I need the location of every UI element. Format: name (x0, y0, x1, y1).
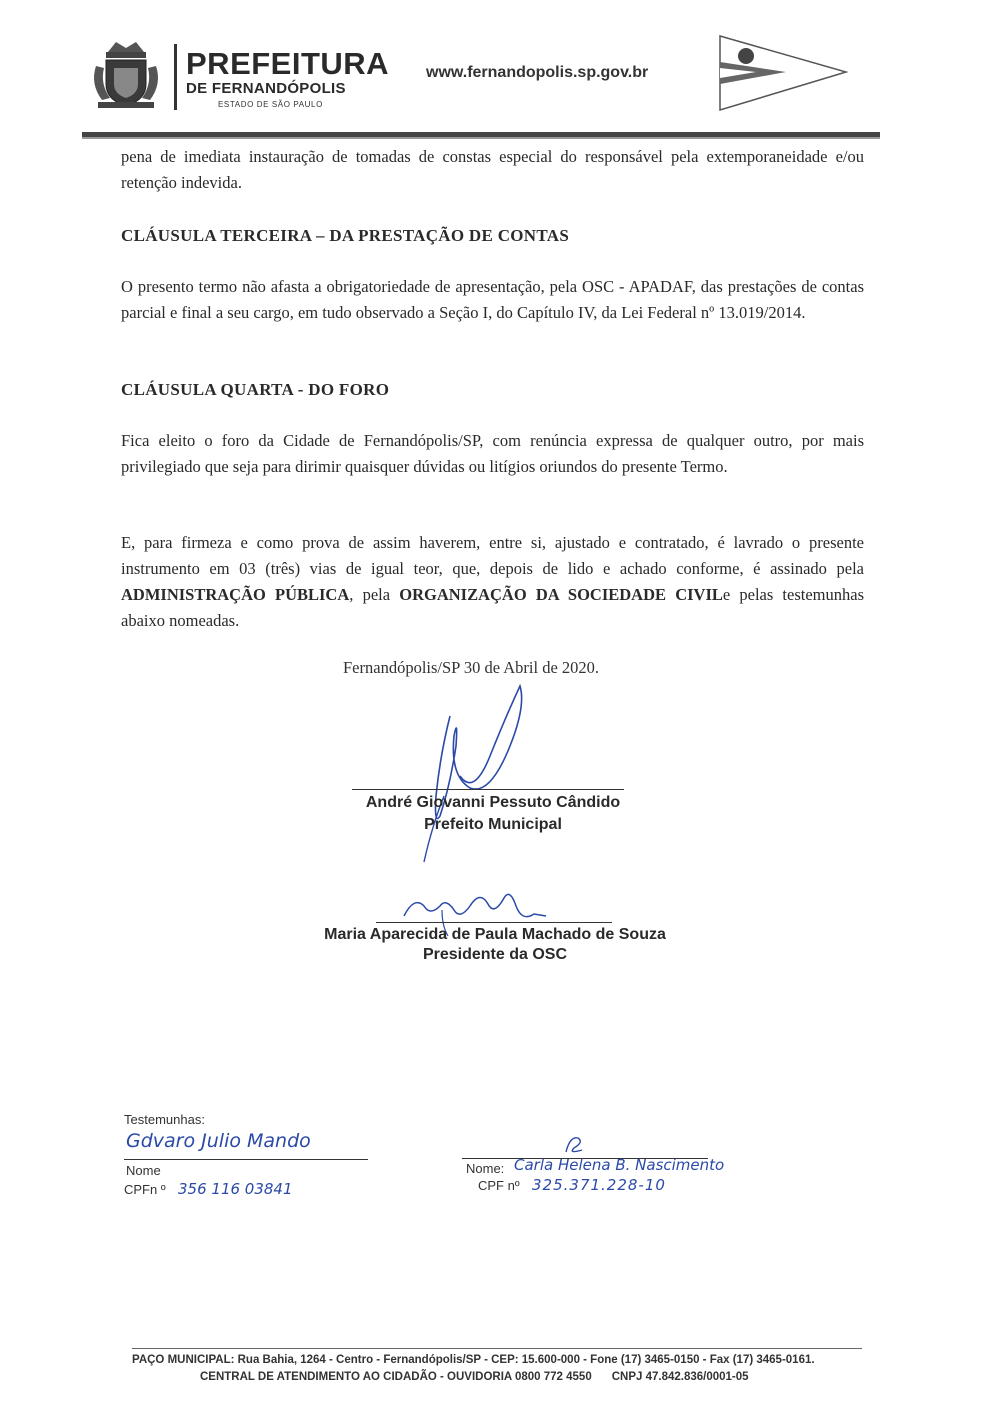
brand-state: ESTADO DE SÃO PAULO (218, 100, 323, 109)
closing-civil-society: ORGANIZAÇÃO DA SOCIEDADE CIVIL (399, 585, 723, 604)
witness2-handwritten-cpf: 325.371.228-10 (532, 1176, 666, 1194)
brand-title: PREFEITURA (186, 46, 390, 81)
closing-public-administration: ADMINISTRAÇÃO PÚBLICA (121, 585, 350, 604)
city-flag-icon (716, 32, 850, 114)
witness1-handwritten-cpf: 356 116 03841 (178, 1180, 293, 1198)
witness1-signature-line (124, 1159, 368, 1160)
mayor-title: Prefeito Municipal (424, 816, 562, 833)
paragraph-clause-fourth: Fica eleito o foro da Cidade de Fernandópolis/SP, com renúncia expressa de qualquer outro, por mais privilegiado que seja para dirimir quaisquer dúvidas ou litígios oriundos do presente Termo. (121, 431, 864, 476)
footer-cnpj: CNPJ 47.842.836/0001-05 (611, 1371, 749, 1383)
mayor-handwritten-signature (410, 676, 550, 866)
website-link[interactable]: www.fernandopolis.sp.gov.br (426, 64, 649, 81)
footer-contact (200, 1371, 749, 1383)
paragraph-clause-third: O presento termo não afasta a obrigatoriedade de apresentação, pela OSC - APADAF, das prestações de contas parcial e final a seu cargo, em tudo observado a Seção I, do Capítulo IV, da Lei Federal nº 13.019/2014. (121, 277, 864, 322)
footer-ombudsman: CENTRAL DE ATENDIMENTO AO CIDADÃO - OUVIDORIA 0800 772 4550 (200, 1371, 592, 1383)
footer-rule (132, 1348, 862, 1349)
paragraph-closing (121, 530, 864, 634)
footer-address: PAÇO MUNICIPAL: Rua Bahia, 1264 - Centro - Fernandópolis/SP - CEP: 15.600-000 - Fone (17) 3465-0150 - Fax (17) 3465-0161. (132, 1354, 815, 1366)
osc-signature-line (376, 922, 612, 923)
closing-text-2: , pela (349, 585, 400, 604)
witness1-handwritten-name: Gdvaro Julio Mando (126, 1130, 311, 1152)
witnesses-label: Testemunhas: (124, 1112, 205, 1127)
osc-president-title: Presidente da OSC (422, 946, 568, 963)
witness2-handwritten-name: Carla Helena B. Nascimento (514, 1156, 725, 1174)
mayor-name: André Giovanni Pessuto Cândido (365, 794, 621, 811)
heading-clause-fourth: CLÁUSULA QUARTA - DO FORO (121, 380, 390, 399)
brand-subtitle: DE FERNANDÓPOLIS (186, 80, 346, 97)
paragraph-continuation: pena de imediata instauração de tomadas de constas especial do responsável pela extemporaneidade e/ou retenção indevida. (121, 147, 864, 192)
closing-text-1: E, para firmeza e como prova de assim haverem, entre si, ajustado e contratado, é lavrado o presente instrumento em 03 (três) vias de igual teor, que, depois de lido e achado conforme, é assinado pela (121, 533, 864, 578)
witness1-name-label: Nome (126, 1163, 161, 1178)
heading-clause-third: CLÁUSULA TERCEIRA – DA PRESTAÇÃO DE CONTAS (121, 226, 570, 245)
witness2-cpf-label: CPF nº (478, 1178, 520, 1193)
closing-text-3: e pelas testemunhas abaixo nomeadas. (121, 585, 865, 630)
witness1-cpf-label: CPFn º (124, 1182, 166, 1197)
header-divider (174, 44, 177, 110)
mayor-signature-line (352, 789, 624, 790)
witness2-name-label: Nome: (466, 1161, 505, 1176)
header-rule-shadow (82, 137, 880, 139)
dateline: Fernandópolis/SP 30 de Abril de 2020. (343, 658, 600, 677)
coat-of-arms-icon (88, 38, 164, 110)
osc-president-name: Maria Aparecida de Paula Machado de Souza (324, 926, 666, 943)
